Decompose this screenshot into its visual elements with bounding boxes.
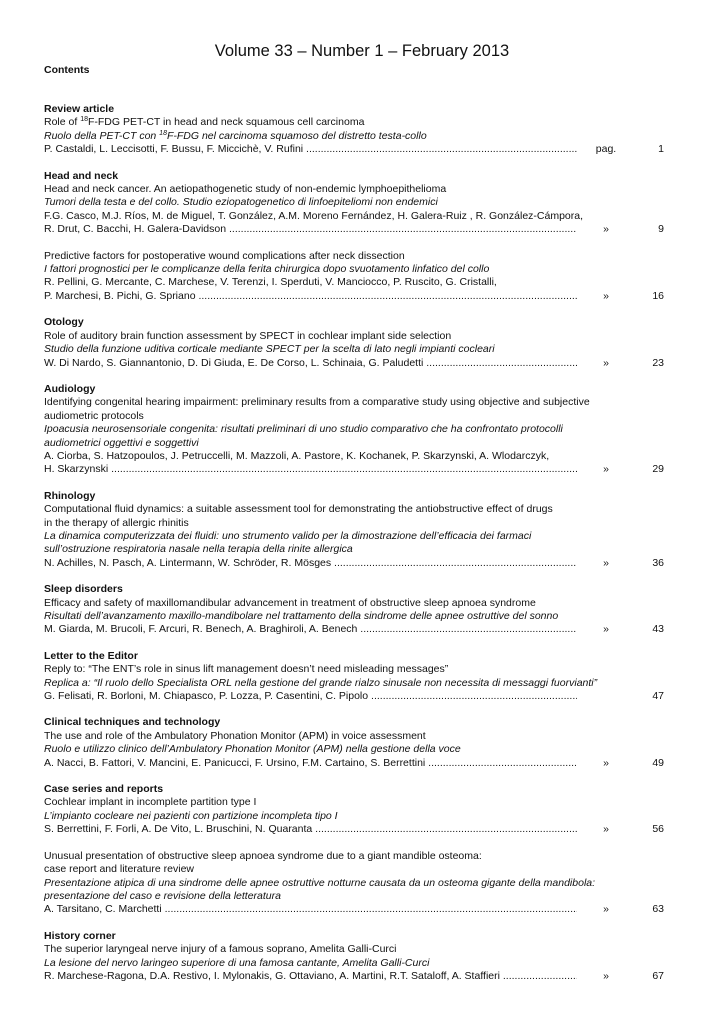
article-title-italian: sull’ostruzione respiratoria nasale nella terapia della rinite allergica (44, 543, 353, 556)
article-title: The use and role of the Ambulatory Phonation Monitor (APM) in voice assessment (44, 729, 426, 742)
section-heading: Review article (44, 103, 115, 115)
toc-section (44, 103, 664, 157)
page-number: 1 (658, 143, 664, 156)
section-heading: History corner (44, 929, 116, 942)
article-title: Cochlear implant in incomplete partition type I (44, 796, 257, 809)
authors-page-row (44, 290, 664, 303)
article-title: case report and literature review (44, 863, 194, 876)
toc-entry[interactable] (44, 396, 664, 476)
superscript: 18 (159, 129, 167, 137)
article-authors: A. Tarsitano, C. Marchetti ..... (44, 903, 577, 916)
article-authors: G. Felisati, R. Borloni, M. Chiapasco, P. Lozza, P. Casentini, C. Pipolo ..... (44, 690, 577, 703)
article-authors: S. Berrettini, F. Forli, A. De Vito, L. Bruschini, N. Quaranta ..... (44, 823, 577, 836)
article-authors: P. Castaldi, L. Leccisotti, F. Bussu, F. Miccichè, V. Rufini ..... (44, 143, 577, 156)
article-authors: M. Giarda, M. Brucoli, F. Arcuri, R. Benech, A. Braghiroli, A. Benech ..... (44, 623, 577, 636)
article-title: Head and neck cancer. An aetiopathogenetic study of non-endemic lymphoepithelioma (44, 183, 447, 196)
authors-page-row (44, 970, 664, 983)
toc-entry[interactable] (44, 250, 664, 304)
article-title-italian: L’impianto cocleare nei pazienti con partizione incompleta tipo I (44, 809, 338, 822)
page-number: 16 (652, 289, 664, 302)
page-prefix: » (603, 969, 609, 982)
page-number: 43 (652, 623, 664, 636)
article-authors: A. Ciorba, S. Hatzopoulos, J. Petruccelli, M. Mazzoli, A. Pastore, K. Kochanek, P. Skarzynski, A. Wlodarczyk, (44, 449, 550, 462)
toc-section (44, 583, 664, 637)
page-number: 56 (652, 823, 664, 836)
page-number: 67 (652, 969, 664, 982)
page-prefix: » (603, 223, 609, 236)
page-number: 63 (652, 903, 664, 916)
table-of-contents (44, 103, 664, 996)
page-prefix: » (603, 623, 609, 636)
toc-section (44, 170, 664, 304)
article-title-italian: Studio della funzione uditiva corticale mediante SPECT per la scelta di lato negli impianti cocleari (44, 343, 495, 356)
article-title-italian: Replica a: “Il ruolo dello Specialista ORL nella gestione del grande rialzo sinusale non necessita di messaggi fuorvianti” (44, 676, 598, 689)
authors-page-row (44, 557, 664, 570)
section-heading: Letter to the Editor (44, 649, 138, 662)
article-authors: P. Marchesi, B. Pichi, G. Spriano ..... (44, 290, 577, 303)
section-heading: Head and neck (44, 169, 119, 182)
article-title: Predictive factors for postoperative wound complications after neck dissection (44, 249, 405, 262)
toc-entry[interactable] (44, 730, 664, 770)
toc-section (44, 930, 664, 984)
authors-page-row (44, 623, 664, 636)
toc-entry[interactable] (44, 503, 664, 570)
article-title: audiometric protocols (44, 409, 144, 422)
article-title: in the therapy of allergic rhinitis (44, 516, 189, 529)
page-prefix: » (603, 756, 609, 769)
article-title: Efficacy and safety of maxillomandibular advancement in treatment of obstructive sleep apnoea syndrome (44, 596, 536, 609)
authors-page-row (44, 357, 664, 370)
article-title-italian: presentazione del caso e revisione della letteratura (44, 889, 281, 902)
article-title-italian: Ruolo della PET-CT con $^{18}$F-FDG nel carcinoma squamoso del distretto testa-collo (44, 129, 427, 142)
toc-entry[interactable] (44, 663, 664, 703)
page-prefix: » (603, 463, 609, 476)
page-number: 29 (652, 463, 664, 476)
page-number: 9 (658, 223, 664, 236)
article-title: Computational fluid dynamics: a suitable assessment tool for demonstrating the antiobstructive effect of drugs (44, 503, 553, 516)
section-heading: Sleep disorders (44, 583, 123, 596)
toc-entry[interactable] (44, 183, 664, 237)
section-heading: Case series and reports (44, 783, 164, 796)
contents-label: Contents (44, 64, 90, 76)
article-title-italian: La lesione del nervo laringeo superiore di una famosa cantante, Amelita Galli-Curci (44, 956, 430, 969)
article-title-italian: Tumori della testa e del collo. Studio eziopatogenetico di linfoepiteliomi non endemici (44, 196, 438, 209)
toc-section (44, 383, 664, 477)
superscript: 18 (80, 116, 88, 124)
page-prefix: » (603, 289, 609, 302)
authors-page-row (44, 903, 664, 916)
section-heading: Rhinology (44, 489, 96, 502)
article-title-italian: La dinamica computerizzata dei fluidi: uno strumento valido per la dimostrazione dell’efficacia dei farmaci (44, 529, 532, 542)
toc-section (44, 650, 664, 704)
authors-page-row (44, 823, 664, 836)
page-number: 47 (652, 690, 664, 703)
article-authors: F.G. Casco, M.J. Ríos, M. de Miguel, T. González, A.M. Moreno Fernández, H. Galera-Ruiz , R. González-Cámpora, (44, 209, 584, 222)
authors-page-row (44, 463, 664, 476)
page-number: 36 (652, 556, 664, 569)
page-number: 49 (652, 756, 664, 769)
page-prefix: » (603, 556, 609, 569)
article-title: Role of $^{18}$F-FDG PET-CT in head and neck squamous cell carcinoma (44, 116, 365, 129)
article-title: Reply to: “The ENT’s role in sinus lift management doesn’t need misleading messages” (44, 663, 449, 676)
section-heading: Audiology (44, 382, 96, 395)
article-title-italian: Ipoacusia neurosensoriale congenita: risultati preliminari di uno studio comparativo che ha confrontato protocolli (44, 423, 563, 436)
article-title-italian: Ruolo e utilizzo clinico dell’Ambulatory Phonation Monitor (APM) nella gestione della voce (44, 743, 461, 756)
page-prefix: » (603, 356, 609, 369)
article-authors: R. Drut, C. Bacchi, H. Galera-Davidson ..... (44, 223, 577, 236)
toc-entry[interactable] (44, 850, 664, 917)
authors-page-row (44, 223, 664, 236)
article-authors: A. Nacci, B. Fattori, V. Mancini, E. Panicucci, F. Ursino, F.M. Cartaino, S. Berrettini ..... (44, 757, 577, 770)
toc-entry[interactable] (44, 116, 664, 156)
article-authors: W. Di Nardo, S. Giannantonio, D. Di Giuda, E. De Corso, L. Schinaia, G. Paludetti ..... (44, 357, 577, 370)
page-prefix: pag. (595, 143, 617, 156)
toc-section (44, 490, 664, 570)
article-title-italian: Risultati dell’avanzamento maxillo-mandibolare nel trattamento della sindrome delle apnee ostruttive del sonno (44, 610, 559, 622)
article-authors: R. Marchese-Ragona, D.A. Restivo, I. Mylonakis, G. Ottaviano, A. Martini, R.T. Sataloff, A. Staffieri ..... (44, 970, 577, 983)
article-title-italian: Presentazione atipica di una sindrome delle apnee ostruttive notturne causata da un osteoma gigante della mandibola: (44, 876, 596, 889)
article-title: The superior laryngeal nerve injury of a famous soprano, Amelita Galli-Curci (44, 943, 397, 956)
toc-entry[interactable] (44, 943, 664, 983)
article-authors: N. Achilles, N. Pasch, A. Lintermann, W. Schröder, R. Mösges ..... (44, 557, 577, 570)
article-title: Unusual presentation of obstructive sleep apnoea syndrome due to a giant mandible osteoma: (44, 849, 482, 862)
article-title-italian: audiometrici oggettivi e soggettivi (44, 436, 199, 449)
authors-page-row (44, 757, 664, 770)
section-heading: Clinical techniques and technology (44, 716, 221, 729)
toc-section (44, 716, 664, 770)
page-number: 23 (652, 356, 664, 369)
volume-title: Volume 33 – Number 1 – February 2013 (214, 42, 510, 60)
toc-entry[interactable] (44, 330, 664, 370)
article-title: Role of auditory brain function assessment by SPECT in cochlear implant side selection (44, 329, 452, 342)
toc-section (44, 783, 664, 917)
authors-page-row (44, 690, 664, 703)
article-title: Identifying congenital hearing impairment: preliminary results from a comparative study using objective and subjective (44, 396, 590, 409)
section-heading: Otology (44, 316, 84, 329)
article-authors: H. Skarzynski ..... (44, 463, 577, 476)
authors-page-row (44, 143, 664, 156)
page-prefix: » (603, 903, 609, 916)
page-prefix: » (603, 823, 609, 836)
toc-entry[interactable] (44, 597, 664, 637)
article-authors: R. Pellini, G. Mercante, C. Marchese, V. Terenzi, I. Sperduti, V. Manciocco, P. Ruscito, G. Cristalli, (44, 276, 497, 289)
toc-entry[interactable] (44, 796, 664, 836)
article-title-italian: I fattori prognostici per le complicanze della ferita chirurgica dopo svuotamento linfatico del collo (44, 263, 490, 276)
toc-section (44, 316, 664, 370)
